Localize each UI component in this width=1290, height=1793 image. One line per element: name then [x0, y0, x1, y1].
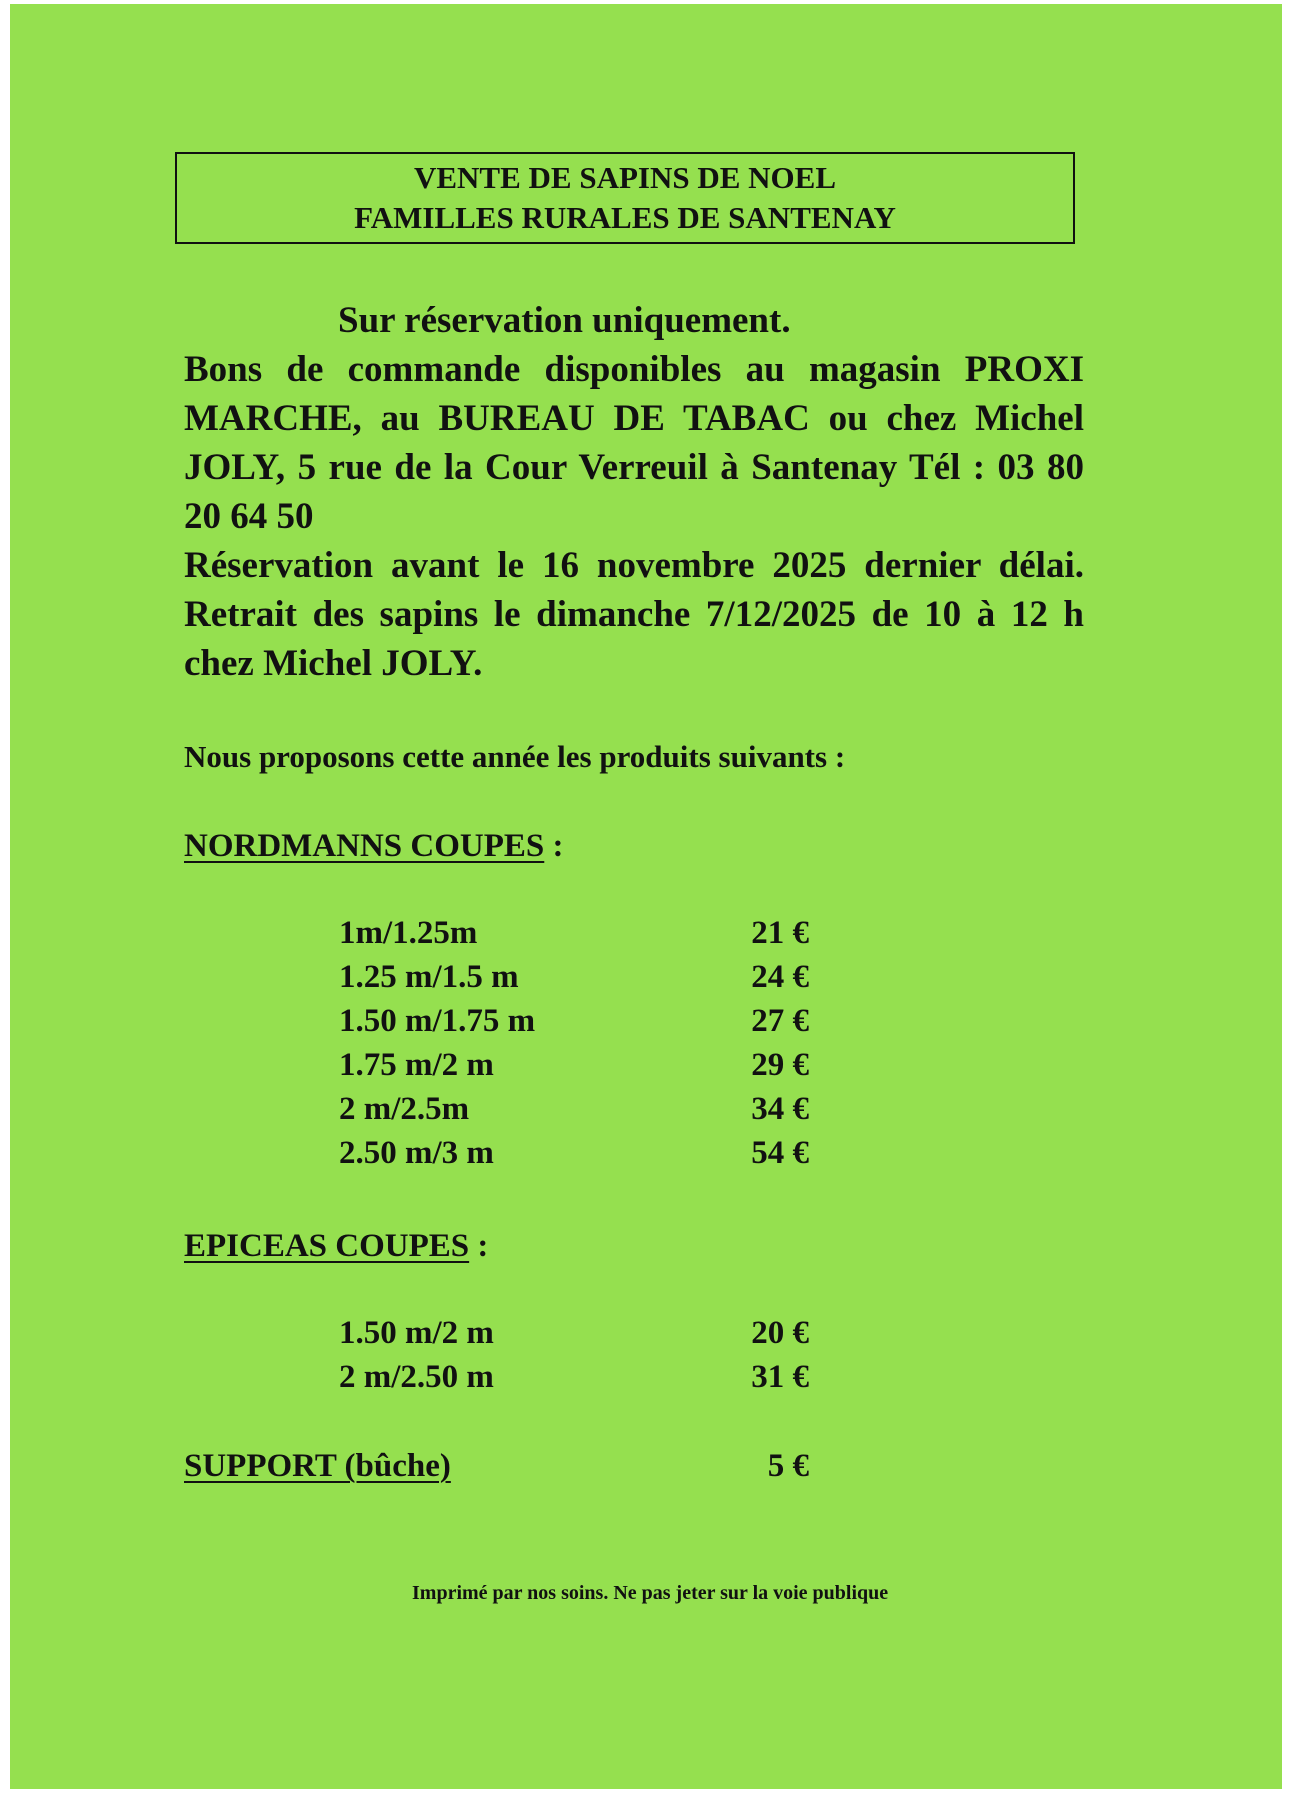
price-row — [339, 955, 809, 999]
price-value: 29 € — [751, 1047, 809, 1083]
epiceas-heading-label: EPICEAS COUPES — [184, 1228, 470, 1264]
title-line-1: VENTE DE SAPINS DE NOEL — [413, 160, 837, 195]
price-row — [339, 911, 809, 955]
price-value: 34 € — [751, 1091, 809, 1127]
epiceas-heading — [184, 1226, 488, 1266]
support-price: 5 € — [767, 1448, 809, 1484]
title-box — [175, 152, 1075, 244]
size-label: 2.50 m/3 m — [339, 1135, 494, 1171]
price-value: 31 € — [751, 1359, 809, 1395]
price-value: 54 € — [751, 1135, 809, 1171]
price-row — [339, 1131, 809, 1175]
order-forms-text: Bons de commande disponibles au magasin PROXI MARCHE, au BUREAU DE TABAC ou chez Michel JOLY, 5 rue de la Cour Verreuil à Santenay Tél : 03 80 20 64 50 — [184, 349, 1084, 537]
size-label: 1.75 m/2 m — [339, 1047, 494, 1083]
price-row — [339, 1311, 809, 1355]
support-row — [184, 1446, 809, 1486]
nordmanns-heading — [184, 826, 564, 866]
nordmanns-heading-colon: : — [544, 828, 564, 864]
footer-note: Imprimé par nos soins. Ne pas jeter sur la voie publique — [412, 1582, 889, 1604]
flyer-page — [10, 4, 1282, 1789]
support-label: SUPPORT (bûche) — [184, 1448, 451, 1484]
size-label: 2 m/2.50 m — [339, 1359, 494, 1395]
deadline-text: Réservation avant le 16 novembre 2025 dernier délai. Retrait des sapins le dimanche 7/12/2025 de 10 à 12 h chez Michel JOLY. — [184, 545, 1084, 684]
nordmanns-price-list — [339, 911, 809, 1175]
size-label: 1.50 m/1.75 m — [339, 1003, 536, 1039]
price-row — [339, 1355, 809, 1399]
size-label: 1.25 m/1.5 m — [339, 959, 519, 995]
price-value: 24 € — [751, 959, 809, 995]
price-value: 20 € — [751, 1315, 809, 1351]
offer-text: Nous proposons cette année les produits suivants : — [184, 739, 846, 774]
nordmanns-heading-label: NORDMANNS COUPES — [184, 828, 545, 864]
price-row — [339, 1087, 809, 1131]
size-label: 1m/1.25m — [339, 915, 478, 951]
price-row — [339, 999, 809, 1043]
size-label: 1.50 m/2 m — [339, 1315, 494, 1351]
price-value: 27 € — [751, 1003, 809, 1039]
title-line-2: FAMILLES RURALES DE SANTENAY — [354, 200, 896, 235]
intro-text — [184, 296, 1084, 688]
price-value: 21 € — [751, 915, 809, 951]
reservation-only-text: Sur réservation uniquement. — [338, 300, 791, 341]
price-row — [339, 1043, 809, 1087]
size-label: 2 m/2.5m — [339, 1091, 470, 1127]
epiceas-heading-colon: : — [469, 1228, 489, 1264]
epiceas-price-list — [339, 1311, 809, 1399]
